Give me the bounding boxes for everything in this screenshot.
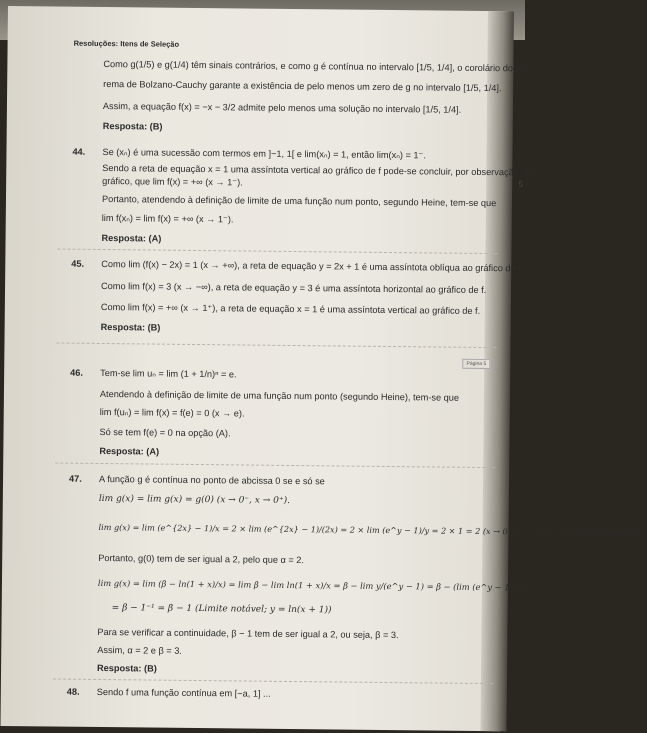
q46-number: 46. [70,367,83,378]
q45-number: 45. [71,258,85,269]
q44-line-2: Sendo a reta de equação x = 1 uma assíntota vertical ao gráfico de f pode-se concluir, por observação do [102,162,532,178]
intro-line-1: Como g(1/5) e g(1/4) têm sinais contrários, e como g é contínua no intervalo [1/5, 1/4], o corolário do teo- [103,59,532,74]
q47-line-1: A função g é contínua no ponto de abcissa 0 se e só se [98,473,325,487]
q47-line-6: = β − 1⁻¹ = β − 1 (Limite notável; y = ln(x + 1)) [111,603,332,616]
intro-line-2: rema de Bolzano-Cauchy garante a existência de pelo menos um zero de g no intervalo [1/5, 1/4]. [103,79,502,94]
q46-line-2: Atendendo à definição de limite de uma função num ponto (segundo Heine), tem-se que [99,388,460,403]
intro-line-3: Assim, a equação f(x) = −x − 3/2 admite pelo menos uma solução no intervalo [1/5, 1/4]. [102,101,462,115]
page-header: Resoluções: Itens de Seleção [73,38,180,49]
document-page [0,6,642,731]
q45-line-1: Como lim (f(x) − 2x) = 1 (x → +∞), a reta de equação y = 2x + 1 é uma assíntota oblíqua ao gráfico de f. [101,258,524,274]
divider [57,249,497,255]
q47-number: 47. [69,473,82,484]
q47-answer: Resposta: (B) [97,662,157,674]
q48-line-1: Sendo f uma função contínua em [−a, 1] ... [96,686,271,699]
q46-line-4: Só se tem f(e) = 0 na opção (A). [99,426,231,439]
q46-answer: Resposta: (A) [99,445,160,457]
q46-line-3: lim f(uₙ) = lim f(x) = f(e) = 0 (x → e). [99,406,245,419]
divider [53,679,493,685]
q44-line-4: Portanto, atendendo à definição de limite de uma função num ponto, segundo Heine, tem-se que [101,193,497,209]
q44-line-1: Se (xₙ) é uma sucessão com termos em ]−1, 1[ e lim(xₙ) = 1, então lim(xₙ) = 1⁻. [102,146,426,161]
q44-line-5: lim f(xₙ) = lim f(x) = +∞ (x → 1⁻). [101,212,234,225]
q47-line-5: lim g(x) = lim (β − ln(1 + x)/x) = lim β − lim ln(1 + x)/x = β − lim y/(e^y − 1) = β − (lim (e^y − 1)/y)⁻¹ [97,577,532,593]
book-spine [480,11,514,731]
divider [56,343,496,349]
q46-line-1: Tem-se lim uₙ = lim (1 + 1/n)ⁿ = e. [100,367,237,380]
q48-number: 48. [66,686,80,697]
q47-line-2: lim g(x) = lim g(x) = g(0) (x → 0⁻, x → 0⁺). [98,493,291,506]
q47-line-4: Portanto, g(0) tem de ser igual a 2, pelo que α = 2. [98,552,305,566]
q45-line-2: Como lim f(x) = 3 (x → −∞), a reta de equação y = 3 é uma assíntota horizontal ao gráfico de f. [101,280,487,296]
divider [55,463,495,469]
edge-page-number: 5 [518,180,523,189]
q44-answer: Resposta: (A) [101,232,162,244]
q44-number: 44. [72,146,86,157]
q45-answer: Resposta: (B) [100,321,161,333]
q47-line-8: Assim, α = 2 e β = 3. [97,644,182,656]
q47-line-7: Para se verificar a continuidade, β − 1 tem de ser igual a 2, ou seja, β = 3. [97,626,399,641]
page-tab: Página 5 [462,359,490,369]
q44-line-3: gráfico, que lim f(x) = +∞ (x → 1⁻). [102,175,243,188]
intro-answer: Resposta: (B) [102,120,163,132]
q47-line-3: lim g(x) = lim (e^{2x} − 1)/x = 2 × lim (e^{2x} − 1)/(2x) = 2 × lim (e^y − 1)/y = 2 × 1 = 2 (x → 0⁻; y = 2x, y → 0⁻; Limite notável) [98,521,642,538]
q45-line-3: Como lim f(x) = +∞ (x → 1⁺), a reta de equação x = 1 é uma assíntota vertical ao gráfico de f. [100,301,481,316]
